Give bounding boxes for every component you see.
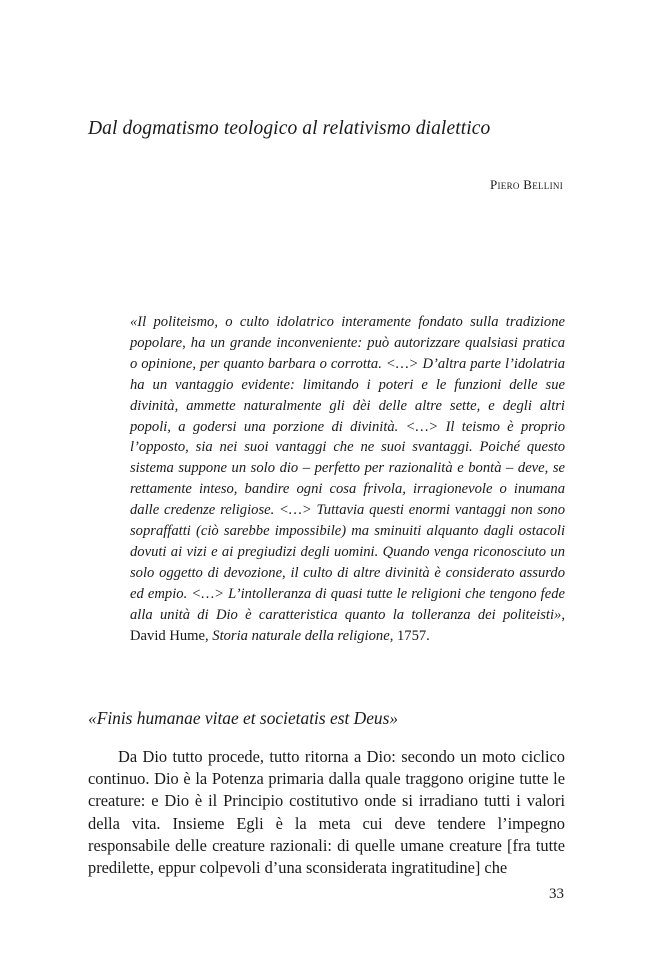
epigraph-year: , 1757. [389,627,430,644]
epigraph-author: , David Hume, [130,606,565,644]
article-author: Piero Bellini [489,177,563,192]
page-number: 33 [549,886,564,902]
epigraph-text: «Il politeismo, o culto idolatrico interamente fondato sulla tradizione popolare, ha un grande inconveniente: può autorizzare qualsiasi pratica o opinione, per quanto barbara o corrotta. <…> D’altra parte l’idolatria ha un vantaggio evidente: limitando i poteri e le funzioni delle sue divinità, ammette naturalmente gli dèi delle altre sette, e degli altri popoli, a godersi una porzione di divinità. <…> Il teismo è proprio l’opposto, sia nei suoi vantaggi che ne suoi svantaggi. Poiché questo sistema suppone un solo dio – perfetto per razionalità e bontà – deve, se rettamente inteso, bandire ogni cosa frivola, irragionevole o inumana dalle credenze religiose. <…> Tuttavia questi enormi vantaggi non sono sopraffatti (ciò sarebbe impossibile) ma sminuiti alquanto dagli ostacoli dovuti ai vizi e ai pregiudizi degli uomini. Quando venga riconosciuto un solo oggetto di devozione, il culto di altre divinità è considerato assurdo ed empio. <…> L’intolleranza di quasi tutte le religioni che tengono fede alla unità di Dio è caratteristica quanto la tolleranza dei politeisti» [130,314,565,623]
epigraph-work-title: Storia naturale della religione [212,627,390,644]
article-title: Dal dogmatismo teologico al relativismo dialettico [88,118,491,139]
epigraph-quote [130,312,565,647]
body-paragraph: Da Dio tutto procede, tutto ritorna a Dio: secondo un moto ciclico continuo. Dio è la Potenza primaria dalla quale traggono origine tutte le creature: e Dio è il Principio costitutivo onde si irradiano tutti i valori della vita. Insieme Egli è la meta cui deve tendere l’impegno responsabile delle creature razionali: di quelle umane creature [fra tutte predilette, eppur colpevoli d’una sconsiderata ingratitudine] che [88,747,565,878]
section-heading: «Finis humanae vitae et societatis est Deus» [88,708,399,728]
